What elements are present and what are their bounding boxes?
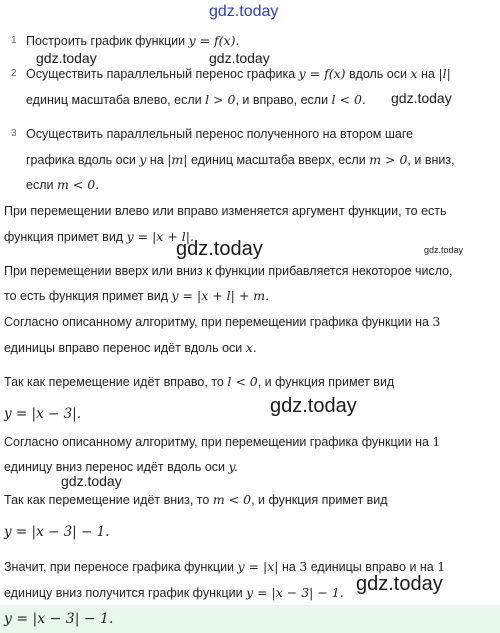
formula: |l| bbox=[438, 66, 451, 81]
paragraph-line bbox=[4, 288, 269, 304]
paragraph-line bbox=[4, 314, 440, 330]
formula: y = |x + l|. bbox=[126, 229, 194, 244]
text: функция примет вид bbox=[4, 230, 124, 244]
formula: y bbox=[139, 152, 147, 167]
text: то есть функция примет вид bbox=[4, 289, 169, 303]
watermark: gdz.today bbox=[424, 245, 464, 255]
formula: l < 0. bbox=[331, 92, 366, 107]
watermark: gdz.today bbox=[209, 3, 279, 20]
step-number: 1 bbox=[11, 35, 17, 46]
text: Согласно описанному алгоритму, при перемещении графика функции на bbox=[4, 435, 429, 449]
formula: y. bbox=[228, 459, 238, 474]
watermark: gdz.today bbox=[270, 395, 357, 417]
step-text: вдоль оси bbox=[349, 67, 407, 81]
step-3-line-3 bbox=[26, 177, 99, 193]
step-text: если bbox=[26, 178, 54, 192]
paragraph-line bbox=[4, 340, 257, 356]
watermark: gdz.today bbox=[61, 473, 122, 489]
formula-line: y = |x − 3| − 1. bbox=[4, 524, 110, 540]
step-text: Осуществить параллельный перенос графика bbox=[26, 67, 296, 81]
step-text: , и вправо, если bbox=[235, 93, 329, 107]
formula: m > 0 bbox=[369, 152, 408, 167]
formula: m < 0. bbox=[56, 177, 100, 192]
watermark: gdz.today bbox=[176, 238, 263, 260]
formula: l > 0 bbox=[205, 92, 236, 107]
text: единицы вправо перенос идёт вдоль оси bbox=[4, 341, 243, 355]
text: , и функция примет вид bbox=[257, 375, 395, 389]
formula: 3 bbox=[299, 559, 308, 574]
step-2-line-2 bbox=[26, 92, 366, 108]
text: , и функция примет вид bbox=[251, 493, 388, 507]
formula: 1 bbox=[437, 559, 446, 574]
text: Так как перемещение идёт вниз, то bbox=[4, 493, 210, 507]
paragraph-line bbox=[4, 459, 238, 475]
formula: x bbox=[410, 66, 418, 81]
watermark: gdz.today bbox=[356, 573, 443, 595]
formula: 3 bbox=[432, 314, 441, 329]
answer-formula: y = |x − 3| − 1. bbox=[4, 611, 114, 627]
text: на bbox=[281, 560, 296, 574]
formula: y = f(x). bbox=[188, 33, 240, 48]
answer-box bbox=[0, 605, 500, 633]
step-text: на bbox=[421, 67, 435, 81]
step-2-line-1 bbox=[26, 66, 451, 82]
text: единицы вправо и на bbox=[310, 560, 434, 574]
step-3-line-2 bbox=[26, 152, 455, 168]
step-3-line-1: Осуществить параллельный перенос полученного на втором шаге bbox=[26, 127, 414, 141]
formula: y = |x − 3| − 1. bbox=[246, 585, 344, 600]
paragraph-line bbox=[4, 229, 194, 245]
text: единицу вниз получится график функции bbox=[4, 586, 243, 600]
step-number: 2 bbox=[11, 68, 17, 79]
step-text: , и вниз, bbox=[407, 153, 455, 167]
step-text: на bbox=[149, 153, 164, 167]
formula: x. bbox=[245, 340, 257, 355]
text: Так как перемещение идёт вправо, то bbox=[4, 375, 224, 389]
text: Значит, при переносе графика функции bbox=[4, 560, 235, 574]
step-text: Построить график функции bbox=[26, 34, 186, 48]
formula: 1 bbox=[432, 434, 441, 449]
step-text: графика вдоль оси bbox=[26, 153, 136, 167]
text: Согласно описанному алгоритму, при перемещении графика функции на bbox=[4, 315, 429, 329]
step-number: 3 bbox=[11, 128, 17, 139]
formula: y = f(x) bbox=[298, 66, 346, 81]
formula-line: y = |x − 3|. bbox=[4, 406, 82, 422]
step-text: единиц масштаба вверх, если bbox=[190, 153, 366, 167]
text: единицу вниз перенос идёт вдоль оси bbox=[4, 460, 226, 474]
watermark: gdz.today bbox=[36, 50, 97, 66]
paragraph-line bbox=[4, 585, 344, 601]
watermark: gdz.today bbox=[391, 90, 452, 106]
formula: y = |x + l| + m. bbox=[171, 288, 270, 303]
step-text: единиц масштаба влево, если bbox=[26, 93, 202, 107]
formula: |m| bbox=[167, 152, 188, 167]
formula: m < 0 bbox=[212, 492, 252, 507]
formula: y = |x| bbox=[237, 559, 279, 574]
paragraph-line bbox=[4, 374, 394, 390]
paragraph-line: При перемещении вверх или вниз к функции прибавляется некоторое число, bbox=[4, 264, 453, 278]
paragraph-line: При перемещении влево или вправо изменяется аргумент функции, то есть bbox=[4, 204, 447, 218]
paragraph-line bbox=[4, 434, 440, 450]
paragraph-line bbox=[4, 492, 388, 508]
paragraph-line bbox=[4, 559, 445, 575]
step-1-text bbox=[26, 33, 239, 49]
watermark: gdz.today bbox=[209, 50, 270, 66]
formula: l < 0 bbox=[227, 374, 258, 389]
